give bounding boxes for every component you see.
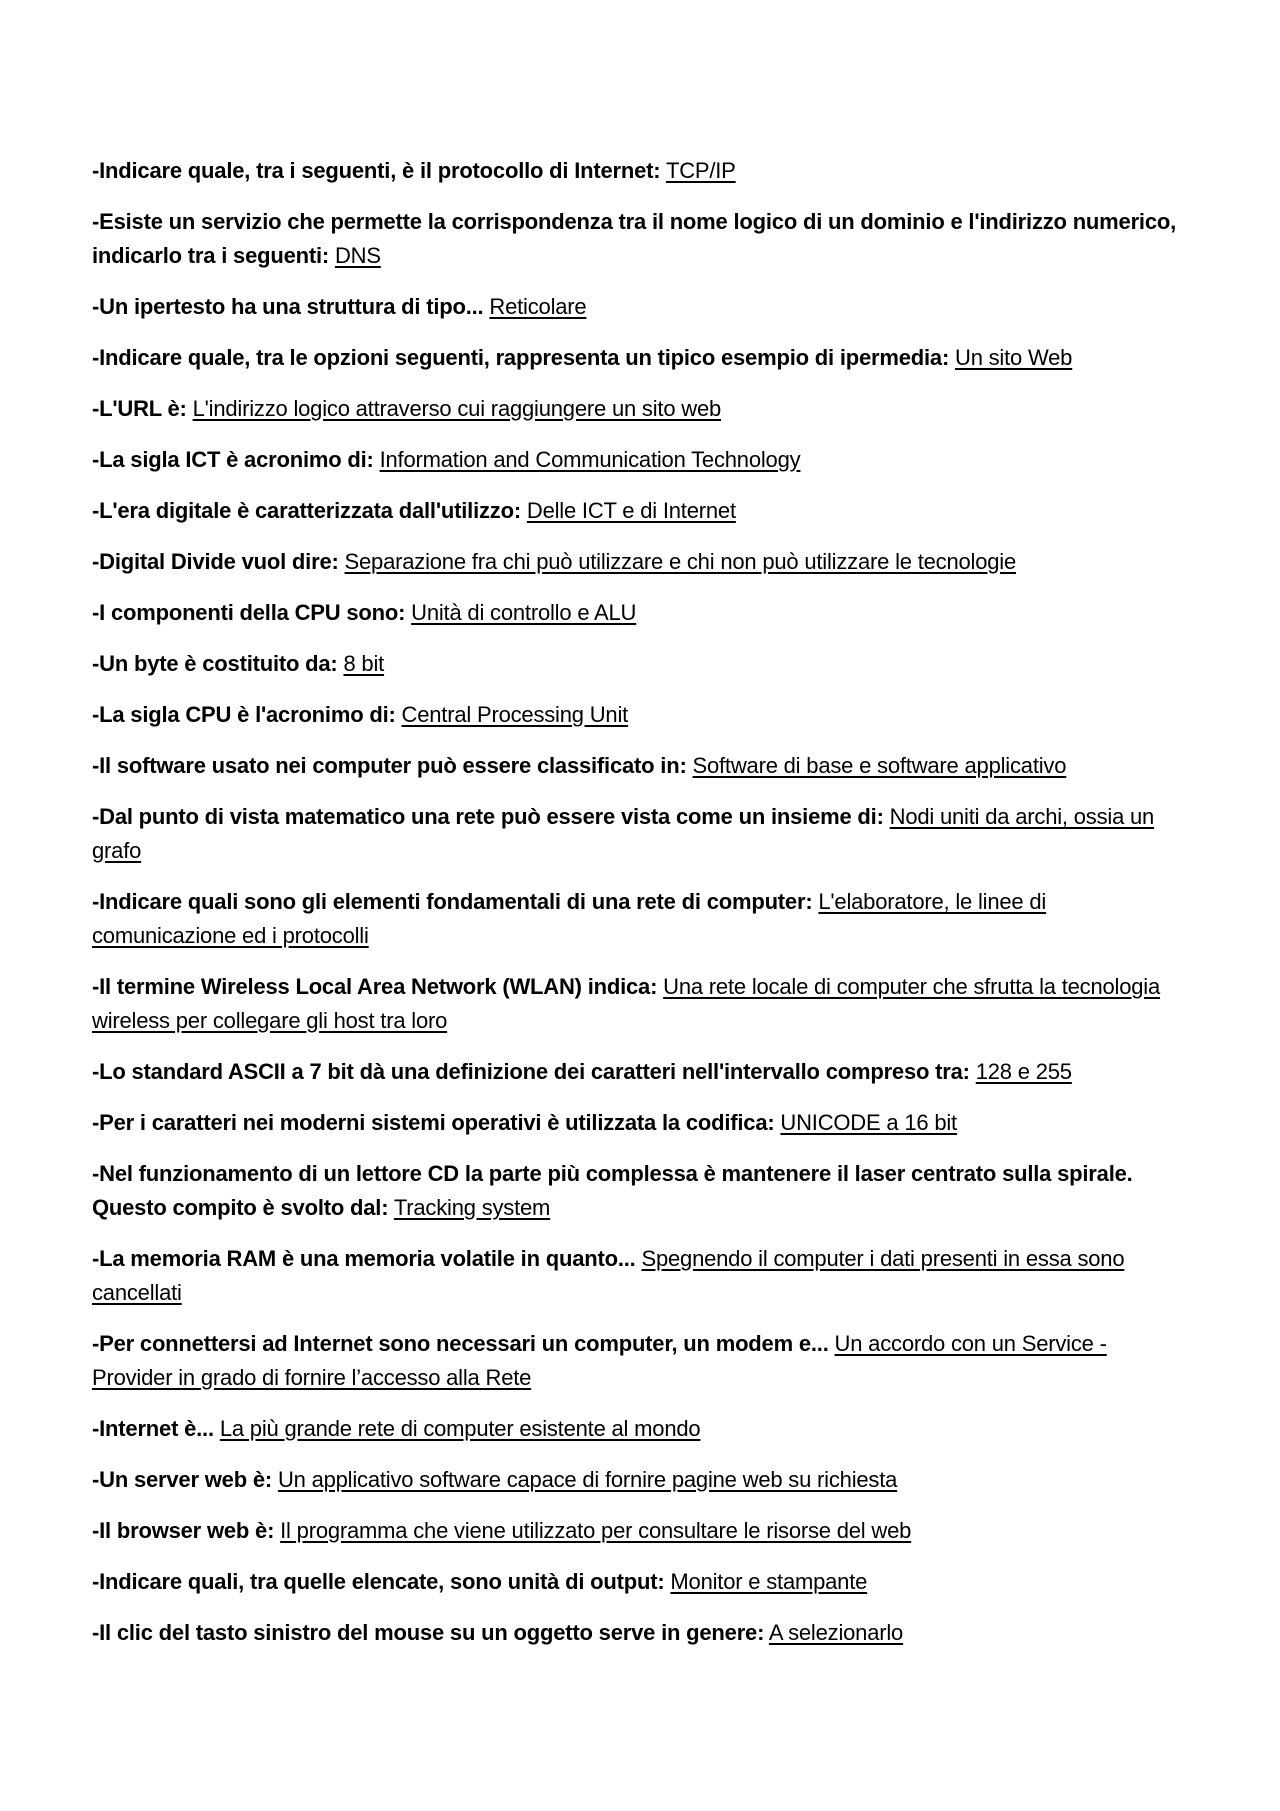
qa-item-5	[92, 392, 1192, 426]
answer: Una rete locale di computer che sfrutta la tecnologia wireless per collegare gli host tra loro	[92, 974, 1161, 1033]
qa-item-6	[92, 443, 1192, 477]
qa-item-21	[92, 1412, 1192, 1446]
question: -Il termine Wireless Local Area Network (WLAN) indica:	[92, 974, 658, 999]
answer: Software di base e software applicativo	[692, 753, 1067, 778]
qa-item-18	[92, 1157, 1192, 1225]
answer: Un applicativo software capace di fornire pagine web su richiesta	[277, 1467, 898, 1492]
answer: Unità di controllo e ALU	[411, 600, 637, 625]
question: -L'URL è:	[92, 396, 187, 421]
question: -I componenti della CPU sono:	[92, 600, 406, 625]
question: -L'era digitale è caratterizzata dall'utilizzo:	[92, 498, 521, 523]
qa-item-25	[92, 1616, 1192, 1650]
qa-item-14	[92, 885, 1192, 953]
answer: Un sito Web	[955, 345, 1073, 370]
qa-item-10	[92, 647, 1192, 681]
question: -La sigla ICT è acronimo di:	[92, 447, 374, 472]
qa-item-9	[92, 596, 1192, 630]
question: -Un server web è:	[92, 1467, 273, 1492]
answer: L'elaboratore, le linee di comunicazione ed i protocolli	[92, 889, 1047, 948]
qa-item-4	[92, 341, 1192, 375]
qa-item-22	[92, 1463, 1192, 1497]
qa-item-7	[92, 494, 1192, 528]
question: -La memoria RAM è una memoria volatile in quanto...	[92, 1246, 636, 1271]
question: -Lo standard ASCII a 7 bit dà una definizione dei caratteri nell'intervallo compreso tra:	[92, 1059, 970, 1084]
question: -Digital Divide vuol dire:	[92, 549, 339, 574]
answer: Il programma che viene utilizzato per consultare le risorse del web	[280, 1518, 912, 1543]
qa-item-16	[92, 1055, 1192, 1089]
qa-item-13	[92, 800, 1192, 868]
question: -Dal punto di vista matematico una rete può essere vista come un insieme di:	[92, 804, 884, 829]
answer: Un accordo con un Service - Provider in grado di fornire l’accesso alla Rete	[92, 1331, 1107, 1390]
question: -Il software usato nei computer può essere classificato in:	[92, 753, 687, 778]
qa-item-3	[92, 290, 1192, 324]
qa-item-20	[92, 1327, 1192, 1395]
answer: A selezionarlo	[768, 1620, 904, 1645]
answer: UNICODE a 16 bit	[780, 1110, 957, 1135]
qa-item-12	[92, 749, 1192, 783]
answer: L'indirizzo logico attraverso cui raggiungere un sito web	[192, 396, 722, 421]
answer: Reticolare	[489, 294, 587, 319]
qa-item-19	[92, 1242, 1192, 1310]
question: -Un byte è costituito da:	[92, 651, 338, 676]
answer: Separazione fra chi può utilizzare e chi non può utilizzare le tecnologie	[344, 549, 1017, 574]
question: -Indicare quali, tra quelle elencate, sono unità di output:	[92, 1569, 665, 1594]
question: -Nel funzionamento di un lettore CD la parte più complessa è mantenere il laser centrato sulla spirale. Questo compito è svolto dal:	[92, 1161, 1133, 1220]
question: -Indicare quale, tra le opzioni seguenti, rappresenta un tipico esempio di ipermedia:	[92, 345, 950, 370]
answer: Spegnendo il computer i dati presenti in essa sono cancellati	[92, 1246, 1125, 1305]
question: -Il clic del tasto sinistro del mouse su un oggetto serve in genere:	[92, 1620, 765, 1645]
qa-item-15	[92, 970, 1192, 1038]
question: -Un ipertesto ha una struttura di tipo...	[92, 294, 484, 319]
qa-item-2	[92, 205, 1192, 273]
qa-item-8	[92, 545, 1192, 579]
qa-item-11	[92, 698, 1192, 732]
question: -Per connettersi ad Internet sono necessari un computer, un modem e...	[92, 1331, 829, 1356]
question: -Per i caratteri nei moderni sistemi operativi è utilizzata la codifica:	[92, 1110, 775, 1135]
qa-item-23	[92, 1514, 1192, 1548]
answer: Monitor e stampante	[670, 1569, 868, 1594]
question: -Esiste un servizio che permette la corrispondenza tra il nome logico di un dominio e l'indirizzo numerico, indicarlo tra i seguenti:	[92, 209, 1177, 268]
answer: Delle ICT e di Internet	[526, 498, 736, 523]
answer: Central Processing Unit	[401, 702, 629, 727]
question: -Il browser web è:	[92, 1518, 275, 1543]
answer: DNS	[334, 243, 381, 268]
qa-item-1	[92, 154, 1192, 188]
answer: Tracking system	[393, 1195, 551, 1220]
answer: Information and Communication Technology	[379, 447, 801, 472]
question: -La sigla CPU è l'acronimo di:	[92, 702, 396, 727]
qa-item-24	[92, 1565, 1192, 1599]
answer: 128 e 255	[975, 1059, 1072, 1084]
document-page	[92, 154, 1192, 1667]
answer: TCP/IP	[665, 158, 736, 183]
question: -Indicare quali sono gli elementi fondamentali di una rete di computer:	[92, 889, 813, 914]
answer: 8 bit	[343, 651, 385, 676]
answer: La più grande rete di computer esistente al mondo	[219, 1416, 701, 1441]
qa-item-17	[92, 1106, 1192, 1140]
answer: Nodi uniti da archi, ossia un grafo	[92, 804, 1155, 863]
question: -Indicare quale, tra i seguenti, è il protocollo di Internet:	[92, 158, 661, 183]
question: -Internet è...	[92, 1416, 214, 1441]
